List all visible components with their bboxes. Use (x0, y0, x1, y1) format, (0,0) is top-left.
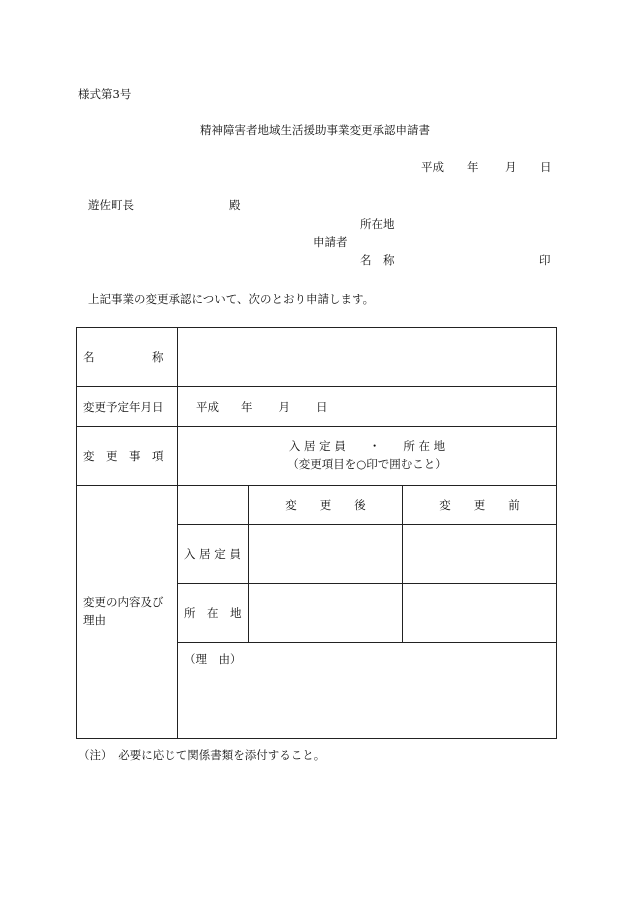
value-change-items (178, 427, 557, 486)
label-name: 名 称 (77, 328, 178, 387)
date-month: 月 (505, 160, 517, 174)
value-name (178, 328, 557, 387)
date-day: 日 (540, 160, 552, 174)
date-year: 年 (467, 160, 479, 174)
change-item-note: （変更項目を○印で囲むこと） (287, 457, 447, 471)
document-title: 精神障害者地域生活援助事業変更承認申請書 (200, 123, 430, 137)
row-details-header (77, 486, 557, 525)
reason-cell: （理 由） (178, 643, 557, 739)
date-era: 平成 (421, 160, 444, 174)
row-name (77, 328, 557, 387)
row-scheduled-date (77, 387, 557, 427)
capacity-after-cell (249, 525, 403, 584)
application-table (76, 327, 557, 739)
name-label: 名 称 (360, 253, 395, 267)
header-before: 変 更 前 (403, 486, 557, 525)
seal-mark: 印 (539, 253, 551, 267)
capacity-before-cell (403, 525, 557, 584)
sched-month: 月 (278, 399, 290, 414)
intro-text: 上記事業の変更承認について、次のとおり申請します。 (88, 292, 375, 306)
location-after-cell (249, 584, 403, 643)
change-item-options: 入 居 定 員 ・ 所 在 地 (288, 439, 446, 454)
label-change-items: 変 更 事 項 (77, 427, 178, 486)
header-after: 変 更 後 (249, 486, 403, 525)
label-location: 所 在 地 (178, 584, 249, 643)
sched-year: 年 (241, 399, 253, 414)
address-label: 所在地 (360, 217, 395, 231)
footnote: （注） 必要に応じて関係書類を添付すること。 (78, 748, 326, 762)
label-scheduled-date: 変更予定年月日 (77, 387, 178, 427)
label-details: 変更の内容及び理由 (77, 486, 178, 739)
value-scheduled-date (178, 387, 557, 427)
row-change-items (77, 427, 557, 486)
applicant-label: 申請者 (313, 235, 348, 249)
addressee-honorific: 殿 (229, 198, 241, 212)
sched-era: 平成 (196, 399, 219, 414)
form-number: 様式第3号 (78, 87, 132, 101)
header-blank-cell (178, 486, 249, 525)
location-before-cell (403, 584, 557, 643)
label-capacity: 入 居 定 員 (178, 525, 249, 584)
sched-day: 日 (316, 399, 328, 414)
addressee-name: 遊佐町長 (88, 198, 134, 212)
